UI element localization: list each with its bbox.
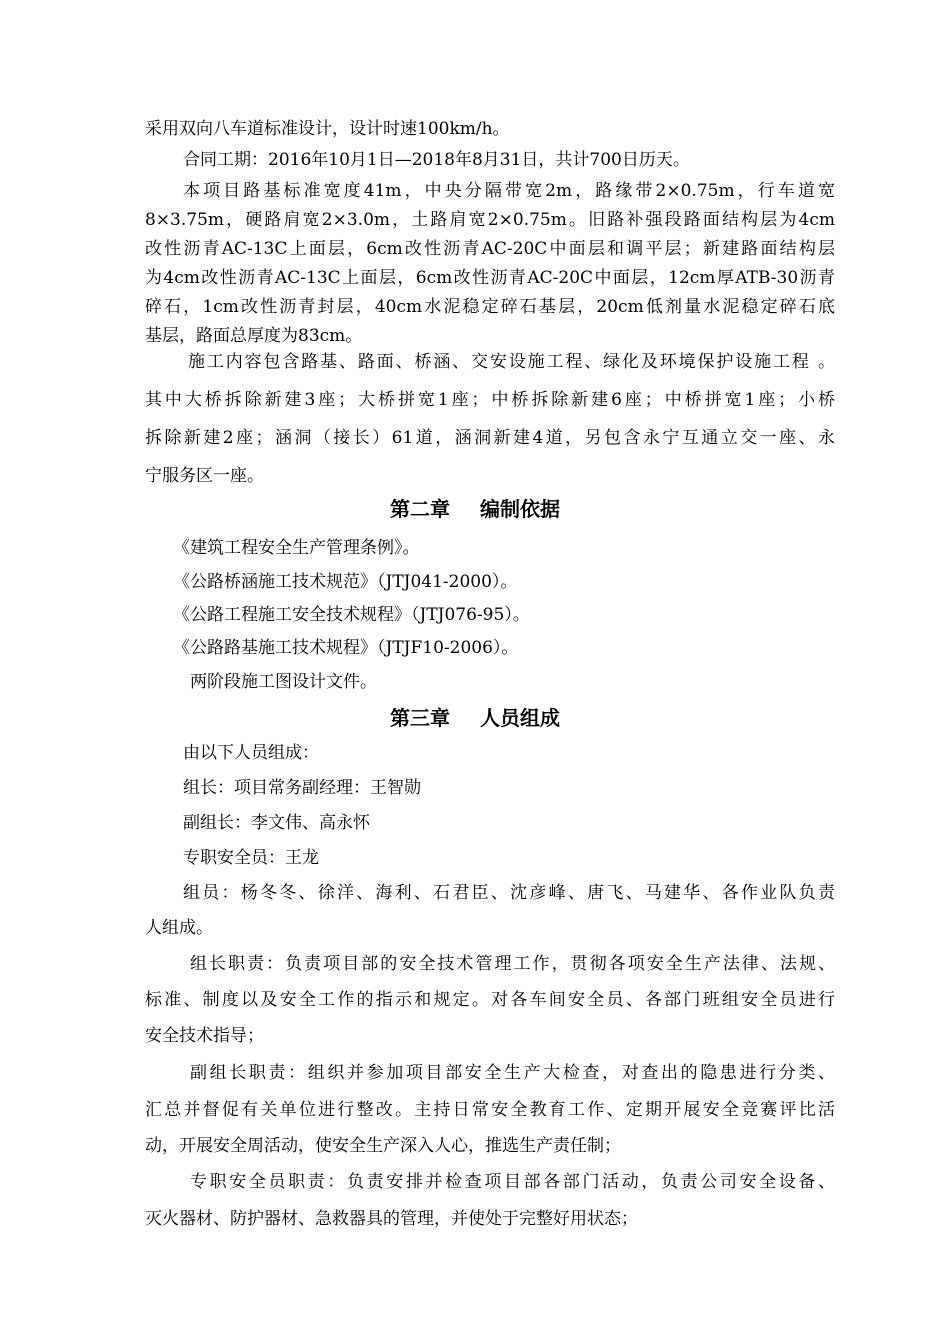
reference-item: 《公路工程施工安全技术规程》（JTJ076-95）。 [173,605,530,625]
paragraph-line: 组长职责：负责项目部的安全技术管理工作，贯彻各项安全生产法律、法规、 [190,954,835,974]
paragraph-line: 碎石，1cm改性沥青封层，40cm水泥稳定碎石基层，20cm低剂量水泥稳定碎石底 [145,297,835,317]
paragraph-line: 8×3.75m，硬路肩宽2×3.0m，土路肩宽2×0.75m。旧路补强段路面结构层为4cm [145,210,835,230]
paragraph-line: 副组长：李文伟、高永怀 [183,813,370,833]
paragraph-line: 为4cm改性沥青AC-13C上面层，6cm改性沥青AC-20C中面层，12cm厚ATB-30沥青 [145,268,835,288]
paragraph-line: 专职安全员：王龙 [183,848,319,868]
paragraph-line: 合同工期：2016年10月1日—2018年8月31日，共计700日历天。 [183,150,690,170]
paragraph-line: 基层，路面总厚度为83cm。 [145,326,363,346]
paragraph-line: 由以下人员组成： [183,743,319,763]
chapter-3-heading [0,704,950,732]
chapter-number: 第三章 [390,706,450,730]
paragraph-line: 组长：项目常务副经理：王智勋 [183,778,421,798]
paragraph-line: 改性沥青AC-13C上面层，6cm改性沥青AC-20C中面层和调平层；新建路面结构层 [145,239,835,259]
paragraph-line: 本项目路基标准宽度41m，中央分隔带宽2m，路缘带2×0.75m，行车道宽 [183,181,835,201]
paragraph-line: 宁服务区一座。 [145,466,264,486]
paragraph-line: 人组成。 [145,918,213,938]
paragraph-line: 标准、制度以及安全工作的指示和规定。对各车间安全员、各部门班组安全员进行 [145,990,835,1010]
paragraph-line: 灭火器材、防护器材、急救器具的管理，并使处于完整好用状态； [145,1209,638,1229]
chapter-2-heading [0,495,950,523]
chapter-number: 第二章 [390,497,450,521]
paragraph-line: 采用双向八车道标准设计，设计时速100km/h。 [145,119,510,139]
reference-item: 《建筑工程安全生产管理条例》。 [173,538,420,558]
paragraph-line: 其中大桥拆除新建3座；大桥拼宽1座；中桥拆除新建6座；中桥拼宽1座；小桥 [145,390,835,410]
paragraph-line: 汇总并督促有关单位进行整改。主持日常安全教育工作、定期开展安全竞赛评比活 [145,1100,835,1120]
reference-item: 《公路桥涵施工技术规范》（JTJ041-2000）。 [173,572,518,592]
reference-item: 两阶段施工图设计文件。 [190,672,377,692]
paragraph-line: 拆除新建2座；涵洞（接长）61道，涵洞新建4道，另包含永宁互通立交一座、永 [145,428,835,448]
paragraph-line: 副组长职责：组织并参加项目部安全生产大检查，对查出的隐患进行分类、 [190,1063,835,1083]
paragraph-line: 组员：杨冬冬、徐洋、海利、石君臣、沈彦峰、唐飞、马建华、各作业队负责 [183,883,835,903]
paragraph-line: 施工内容包含路基、路面、桥涵、交安设施工程、绿化及环境保护设施工程 。 [188,352,835,372]
paragraph-line: 专职安全员职责：负责安排并检查项目部各部门活动，负责公司安全设备、 [190,1172,835,1192]
reference-item: 《公路路基施工技术规程》（JTJF10-2006）。 [173,638,519,658]
chapter-title: 人员组成 [480,706,560,730]
paragraph-line: 动，开展安全周活动，使安全生产深入人心，推选生产责任制； [145,1136,621,1156]
paragraph-line: 安全技术指导； [145,1026,264,1046]
chapter-title: 编制依据 [480,497,560,521]
